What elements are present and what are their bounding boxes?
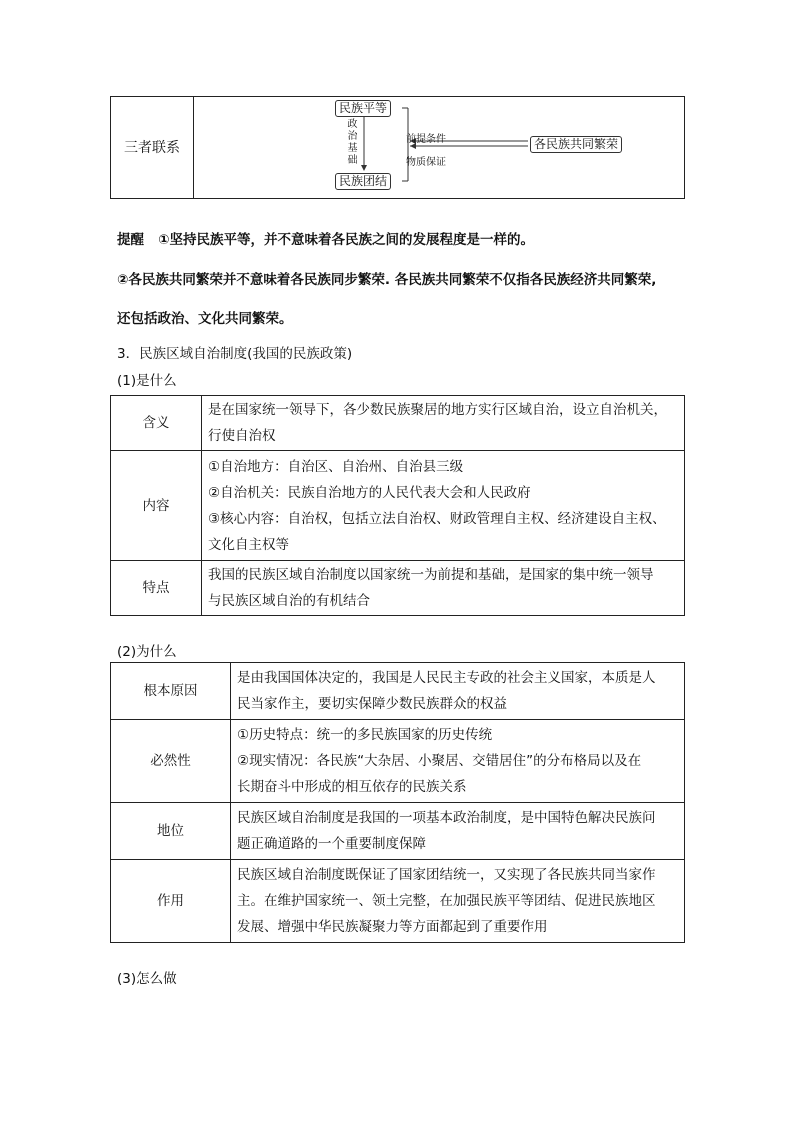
row-content: 我国的民族区域自治制度以国家统一为前提和基础，是国家的集中统一领导 与民族区域自治的有机结合 bbox=[202, 561, 685, 616]
why-table bbox=[110, 662, 685, 943]
section-3-title: 3．民族区域自治制度(我国的民族政策) bbox=[117, 346, 353, 362]
precondition-label: 前提条件 bbox=[406, 134, 446, 145]
table-row bbox=[111, 720, 685, 803]
subsection-how: (3)怎么做 bbox=[117, 971, 177, 987]
table-row bbox=[111, 561, 685, 616]
subsection-what: (1)是什么 bbox=[117, 373, 177, 389]
unity-box: 民族团结 bbox=[335, 173, 391, 190]
row-label: 内容 bbox=[111, 451, 202, 561]
tip-prefix: 提醒 bbox=[117, 232, 144, 248]
table-row bbox=[111, 396, 685, 451]
diagram-arrows bbox=[194, 97, 769, 200]
equality-box: 民族平等 bbox=[335, 100, 391, 117]
material-guarantee-label: 物质保证 bbox=[406, 157, 446, 168]
relation-label: 三者联系 bbox=[124, 139, 180, 156]
row-content: 民族区域自治制度是我国的一项基本政治制度，是中国特色解决民族问 题正确道路的一个重要制度保障 bbox=[231, 803, 685, 860]
tip-text-1: ①坚持民族平等，并不意味着各民族之间的发展程度是一样的。 bbox=[158, 232, 535, 248]
row-label: 特点 bbox=[111, 561, 202, 616]
row-content: ①自治地方：自治区、自治州、自治县三级 ②自治机关：民族自治地方的人民代表大会和人民政府 ③核心内容：自治权，包括立法自治权、财政管理自主权、经济建设自主权、 文化自主权等 bbox=[202, 451, 685, 561]
row-content: 民族区域自治制度既保证了国家团结统一，又实现了各民族共同当家作 主。在维护国家统一、领土完整，在加强民族平等团结、促进民族地区 发展、增强中华民族凝聚力等方面都起到了重要作用 bbox=[231, 860, 685, 943]
relation-label-cell bbox=[111, 97, 194, 199]
row-content: 是由我国国体决定的，我国是人民民主专政的社会主义国家，本质是人 民当家作主，要切实保障少数民族群众的权益 bbox=[231, 663, 685, 720]
table-row bbox=[111, 451, 685, 561]
relation-diagram bbox=[194, 97, 684, 198]
row-label: 必然性 bbox=[111, 720, 231, 803]
row-label: 地位 bbox=[111, 803, 231, 860]
tip-line-1 bbox=[117, 228, 534, 248]
table-row bbox=[111, 663, 685, 720]
relation-table bbox=[110, 96, 685, 199]
prosperity-box: 各民族共同繁荣 bbox=[530, 136, 622, 153]
what-table bbox=[110, 395, 685, 616]
row-label: 含义 bbox=[111, 396, 202, 451]
political-basis-label: 政 治 基 础 bbox=[347, 119, 358, 166]
tip-line-2: ②各民族共同繁荣并不意味着各民族同步繁荣. 各民族共同繁荣不仅指各民族经济共同繁荣, bbox=[117, 272, 657, 288]
table-row bbox=[111, 803, 685, 860]
relation-diagram-cell bbox=[194, 97, 685, 199]
row-label: 根本原因 bbox=[111, 663, 231, 720]
subsection-why: (2)为什么 bbox=[117, 644, 177, 660]
row-label: 作用 bbox=[111, 860, 231, 943]
table-row bbox=[111, 860, 685, 943]
tip-line-3: 还包括政治、文化共同繁荣。 bbox=[117, 311, 293, 327]
row-content: 是在国家统一领导下，各少数民族聚居的地方实行区域自治，设立自治机关， 行使自治权 bbox=[202, 396, 685, 451]
row-content: ①历史特点：统一的多民族国家的历史传统 ②现实情况：各民族“大杂居、小聚居、交错居住”的分布格局以及在 长期奋斗中形成的相互依存的民族关系 bbox=[231, 720, 685, 803]
